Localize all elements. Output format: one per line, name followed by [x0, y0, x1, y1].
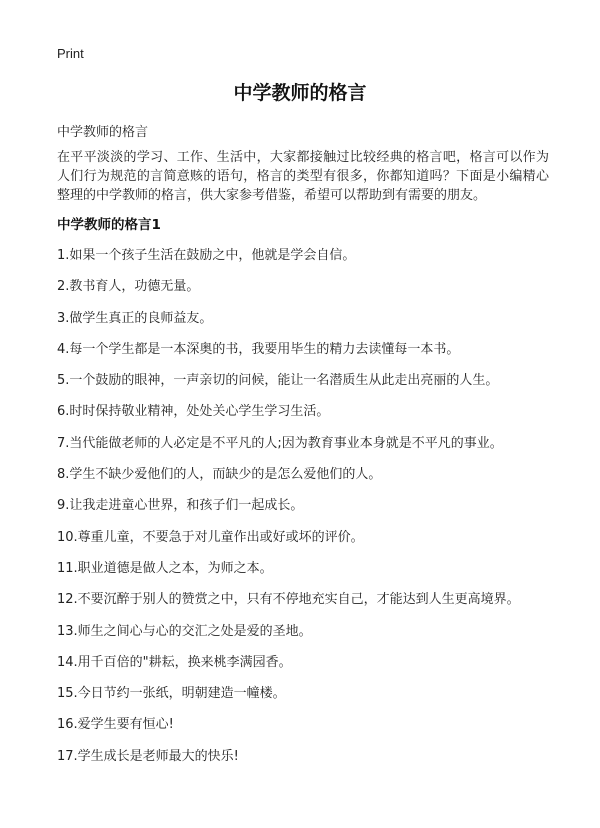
list-item: 11.职业道德是做人之本，为师之本。	[57, 560, 273, 576]
page-subtitle: 中学教师的格言	[57, 125, 149, 140]
list-item: 13.师生之间心与心的交汇之处是爱的圣地。	[57, 623, 312, 639]
list-item: 9.让我走进童心世界，和孩子们一起成长。	[57, 498, 304, 514]
print-link[interactable]: Print	[57, 46, 84, 61]
list-item: 14.用千百倍的"耕耘，换来桃李满园香。	[57, 654, 292, 670]
list-item: 17.学生成长是老师最大的快乐!	[57, 748, 239, 764]
list-item: 5.一个鼓励的眼神，一声亲切的问候，能让一名潜质生从此走出亮丽的人生。	[57, 373, 499, 389]
list-item: 6.时时保持敬业精神，处处关心学生学习生活。	[57, 404, 330, 420]
list-item: 8.学生不缺少爱他们的人，而缺少的是怎么爱他们的人。	[57, 467, 382, 483]
list-item: 16.爱学生要有恒心!	[57, 717, 174, 733]
list-item: 4.每一个学生都是一本深奥的书，我要用毕生的精力去读懂每一本书。	[57, 341, 460, 357]
list-item: 1.如果一个孩子生活在鼓励之中，他就是学会自信。	[57, 248, 356, 263]
quote-list	[57, 244, 557, 776]
section-heading: 中学教师的格言1	[57, 217, 161, 233]
list-item: 3.做学生真正的良师益友。	[57, 310, 213, 326]
list-item: 2.教书育人，功德无量。	[57, 279, 200, 295]
page-title: 中学教师的格言	[233, 82, 367, 104]
list-item: 7.当代能做老师的人必定是不平凡的人;因为教育事业本身就是不平凡的事业。	[57, 435, 503, 451]
list-item: 15.今日节约一张纸，明朝建造一幢楼。	[57, 686, 286, 702]
list-item: 12.不要沉醉于别人的赞赏之中，只有不停地充实自己，才能达到人生更高境界。	[57, 592, 520, 608]
intro-paragraph: 在平平淡淡的学习、工作、生活中，大家都接触过比较经典的格言吧，格言可以作为人们行为规范的言简意赅的语句，格言的类型有很多，你都知道吗？下面是小编精心整理的中学教师的格言，供大家参考借鉴，希望可以帮助到有需要的朋友。	[57, 150, 549, 203]
list-item: 10.尊重儿童，不要急于对儿童作出或好或坏的评价。	[57, 529, 364, 545]
